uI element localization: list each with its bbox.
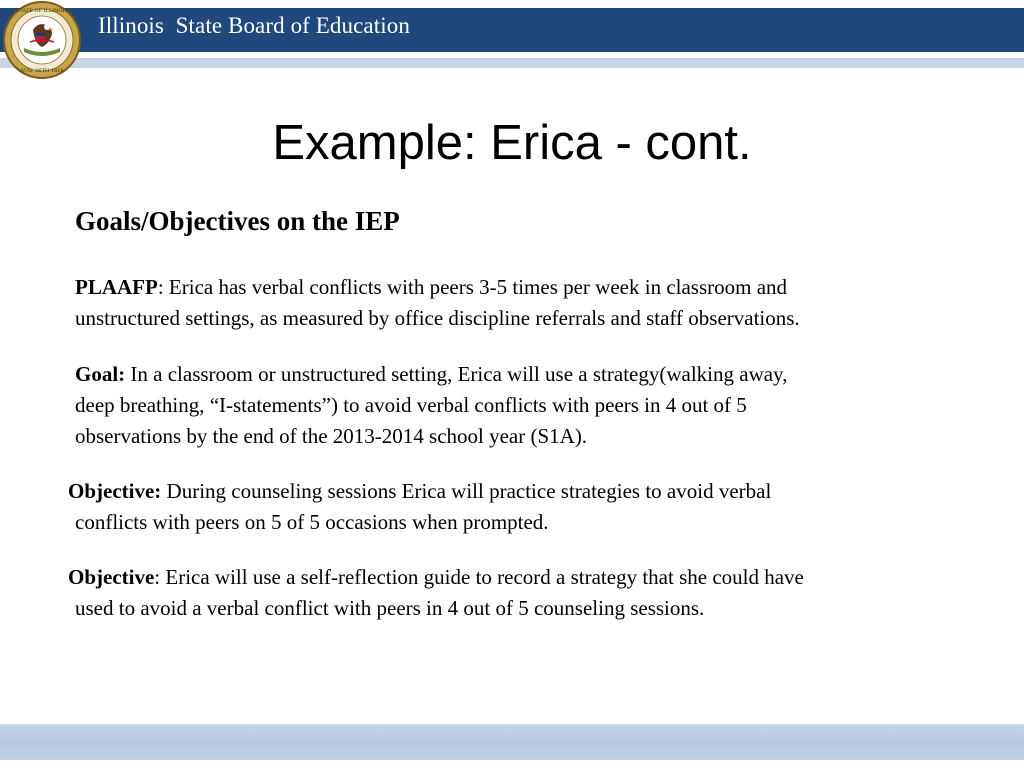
goal-line-1 [75, 359, 787, 390]
goal-line-2: deep breathing, “I-statements”) to avoid verbal conflicts with peers in 4 out of 5 [75, 393, 747, 417]
goal-label: Goal: [75, 362, 126, 386]
objective-2-paragraph [68, 562, 804, 624]
objective-1-line-1-text: During counseling sessions Erica will practice strategies to avoid verbal [161, 479, 772, 503]
section-heading: Goals/Objectives on the IEP [75, 206, 400, 236]
objective-2-line-1-text: : Erica will use a self-reflection guide to record a strategy that she could have [154, 565, 804, 589]
plaafp-line-1-text: : Erica has verbal conflicts with peers 3-5 times per week in classroom and [157, 275, 788, 299]
objective-1-line-1 [68, 476, 771, 507]
goal-line-3: observations by the end of the 2013-2014 school year (S1A). [75, 424, 588, 448]
svg-text:AUG. 26TH 1818: AUG. 26TH 1818 [20, 68, 64, 74]
slide-title: Example: Erica - cont. [272, 116, 752, 170]
organization-title: Illinois State Board of Education [98, 13, 410, 38]
objective-2-line-1 [68, 562, 804, 593]
goal-line-1-text: In a classroom or unstructured setting, Erica will use a strategy(walking away, [125, 362, 788, 386]
goal-paragraph [75, 359, 787, 452]
footer-bar [0, 724, 1024, 760]
plaafp-paragraph [75, 272, 800, 334]
illinois-state-seal-icon [2, 0, 82, 80]
objective-1-paragraph [68, 476, 771, 538]
objective-2-label: Objective [68, 565, 155, 589]
plaafp-line-1 [75, 272, 800, 303]
header-stripe [0, 58, 1024, 68]
plaafp-line-2: unstructured settings, as measured by office discipline referrals and staff observations. [75, 306, 800, 330]
objective-1-label: Objective: [68, 479, 162, 503]
seal-lettering: STATE OF ILLINOIS [15, 8, 69, 14]
objective-1-line-2: conflicts with peers on 5 of 5 occasions when prompted. [75, 510, 549, 534]
plaafp-label: PLAAFP [75, 275, 158, 299]
objective-2-line-2: used to avoid a verbal conflict with peers in 4 out of 5 counseling sessions. [75, 596, 705, 620]
